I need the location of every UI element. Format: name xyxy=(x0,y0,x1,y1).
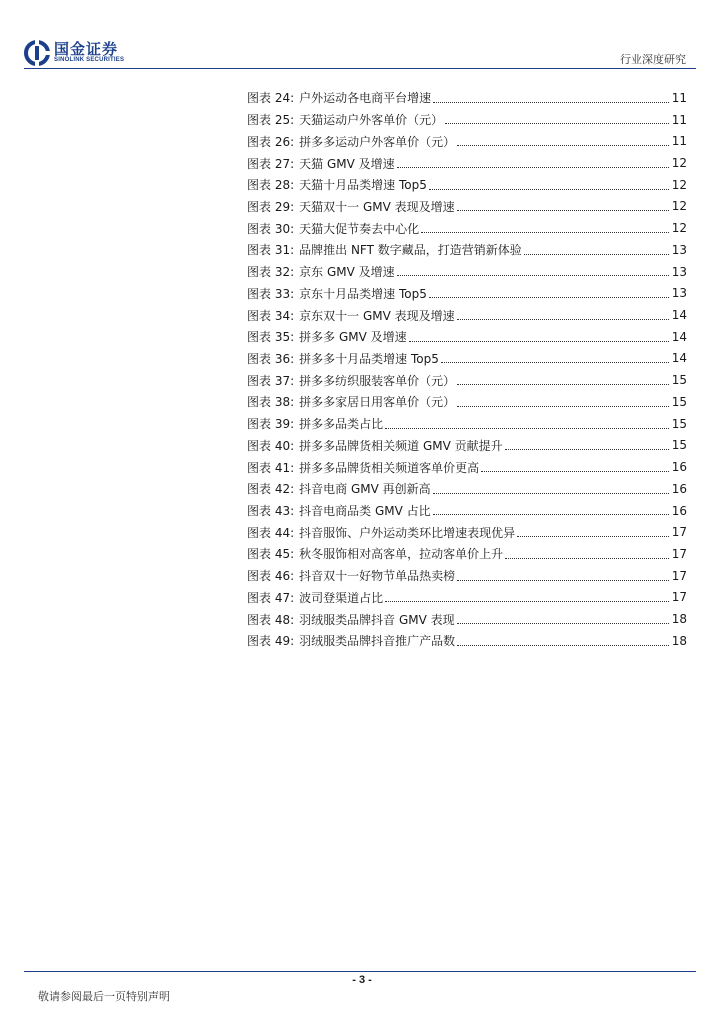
toc-page-number: 14 xyxy=(671,308,687,323)
toc-page-number: 12 xyxy=(671,221,687,236)
toc-figure-label: 图表 46: xyxy=(247,569,295,584)
toc-dot-leader xyxy=(429,287,669,298)
toc-entry[interactable] xyxy=(247,109,687,131)
toc-figure-label: 图表 28: xyxy=(247,178,295,193)
toc-dot-leader xyxy=(433,504,669,515)
toc-entry[interactable] xyxy=(247,435,687,457)
toc-figure-label: 图表 47: xyxy=(247,590,295,605)
toc-figure-title: 拼多多十月品类增速 Top5 xyxy=(299,351,439,366)
toc-dot-leader xyxy=(445,113,669,124)
toc-entry[interactable] xyxy=(247,478,687,500)
toc-entry[interactable] xyxy=(247,152,687,174)
toc-figure-title: 抖音电商 GMV 再创新高 xyxy=(299,482,431,497)
toc-figure-label: 图表 24: xyxy=(247,91,295,106)
toc-figure-label: 图表 44: xyxy=(247,525,295,540)
toc-entry[interactable] xyxy=(247,282,687,304)
toc-figure-title: 天猫双十一 GMV 表现及增速 xyxy=(299,199,455,214)
toc-figure-label: 图表 33: xyxy=(247,286,295,301)
company-logo xyxy=(24,38,134,68)
toc-entry[interactable] xyxy=(247,565,687,587)
toc-figure-label: 图表 36: xyxy=(247,351,295,366)
toc-figure-title: 波司登渠道占比 xyxy=(299,590,384,605)
toc-dot-leader xyxy=(517,526,669,537)
toc-figure-title: 拼多多家居日用客单价（元） xyxy=(299,395,456,410)
toc-page-number: 17 xyxy=(671,568,687,583)
footer-divider xyxy=(24,971,696,972)
toc-page-number: 15 xyxy=(671,394,687,409)
toc-entry[interactable] xyxy=(247,326,687,348)
toc-dot-leader xyxy=(524,244,669,255)
toc-page-number: 17 xyxy=(671,525,687,540)
disclaimer-note: 敬请参阅最后一页特别声明 xyxy=(38,990,170,1003)
toc-dot-leader xyxy=(457,135,669,146)
toc-dot-leader xyxy=(505,548,669,559)
toc-figure-label: 图表 48: xyxy=(247,612,295,627)
toc-dot-leader xyxy=(385,591,669,602)
toc-page-number: 13 xyxy=(671,286,687,301)
toc-figure-label: 图表 30: xyxy=(247,221,295,236)
toc-figure-title: 拼多多品类占比 xyxy=(299,417,384,432)
toc-dot-leader xyxy=(397,157,669,168)
toc-figure-title: 抖音双十一好物节单品热卖榜 xyxy=(299,569,456,584)
toc-figure-title: 羽绒服类品牌抖音 GMV 表现 xyxy=(299,612,455,627)
toc-dot-leader xyxy=(457,396,669,407)
toc-dot-leader xyxy=(457,613,669,624)
toc-figure-title: 拼多多品牌货相关频道客单价更高 xyxy=(299,460,480,475)
toc-entry[interactable] xyxy=(247,239,687,261)
toc-figure-label: 图表 37: xyxy=(247,373,295,388)
toc-figure-title: 拼多多品牌货相关频道 GMV 贡献提升 xyxy=(299,438,503,453)
toc-figure-label: 图表 39: xyxy=(247,417,295,432)
toc-figure-title: 户外运动各电商平台增速 xyxy=(299,91,432,106)
toc-figure-label: 图表 25: xyxy=(247,113,295,128)
toc-figure-title: 拼多多纺织服装客单价（元） xyxy=(299,373,456,388)
toc-entry[interactable] xyxy=(247,608,687,630)
toc-entry[interactable] xyxy=(247,543,687,565)
toc-page-number: 14 xyxy=(671,329,687,344)
logo-chinese-name: 国金证券 xyxy=(54,40,119,58)
toc-entry[interactable] xyxy=(247,391,687,413)
toc-figure-title: 天猫十月品类增速 Top5 xyxy=(299,178,427,193)
toc-page-number: 16 xyxy=(671,481,687,496)
toc-entry[interactable] xyxy=(247,196,687,218)
toc-figure-title: 抖音电商品类 GMV 占比 xyxy=(299,504,431,519)
toc-entry[interactable] xyxy=(247,456,687,478)
toc-page-number: 15 xyxy=(671,416,687,431)
toc-entry[interactable] xyxy=(247,261,687,283)
header-divider xyxy=(24,68,696,69)
toc-page-number: 13 xyxy=(671,242,687,257)
toc-figure-label: 图表 31: xyxy=(247,243,295,258)
toc-figure-title: 羽绒服类品牌抖音推广产品数 xyxy=(299,634,456,649)
toc-figure-label: 图表 26: xyxy=(247,134,295,149)
toc-figure-label: 图表 45: xyxy=(247,547,295,562)
toc-dot-leader xyxy=(397,265,669,276)
toc-page-number: 13 xyxy=(671,264,687,279)
toc-figure-title: 天猫 GMV 及增速 xyxy=(299,156,395,171)
toc-page-number: 11 xyxy=(671,112,687,127)
toc-figure-title: 拼多多运动户外客单价（元） xyxy=(299,134,456,149)
figure-list xyxy=(247,87,687,652)
toc-entry[interactable] xyxy=(247,130,687,152)
toc-dot-leader xyxy=(481,461,669,472)
toc-page-number: 14 xyxy=(671,351,687,366)
toc-figure-title: 品牌推出 NFT 数字藏品，打造营销新体验 xyxy=(299,243,522,258)
toc-figure-label: 图表 29: xyxy=(247,199,295,214)
page-number: - 3 - xyxy=(352,974,372,986)
toc-dot-leader xyxy=(457,635,669,646)
toc-figure-label: 图表 43: xyxy=(247,504,295,519)
toc-figure-title: 天猫运动户外客单价（元） xyxy=(299,113,444,128)
toc-page-number: 11 xyxy=(671,90,687,105)
toc-entry[interactable] xyxy=(247,413,687,435)
toc-dot-leader xyxy=(385,418,669,429)
toc-page-number: 12 xyxy=(671,156,687,171)
toc-page-number: 12 xyxy=(671,177,687,192)
toc-figure-title: 抖音服饰、户外运动类环比增速表现优异 xyxy=(299,525,516,540)
toc-page-number: 18 xyxy=(671,612,687,627)
toc-figure-label: 图表 35: xyxy=(247,330,295,345)
toc-page-number: 15 xyxy=(671,373,687,388)
toc-page-number: 15 xyxy=(671,438,687,453)
sinolink-logo-icon xyxy=(24,40,50,66)
toc-figure-label: 图表 49: xyxy=(247,634,295,649)
toc-page-number: 16 xyxy=(671,503,687,518)
toc-figure-title: 天猫大促节奏去中心化 xyxy=(299,221,420,236)
toc-dot-leader xyxy=(429,179,669,190)
toc-figure-label: 图表 42: xyxy=(247,482,295,497)
toc-entry[interactable] xyxy=(247,369,687,391)
toc-page-number: 18 xyxy=(671,633,687,648)
toc-figure-label: 图表 34: xyxy=(247,308,295,323)
toc-figure-label: 图表 27: xyxy=(247,156,295,171)
toc-figure-title: 秋冬服饰相对高客单，拉动客单价上升 xyxy=(299,547,504,562)
toc-dot-leader xyxy=(457,309,669,320)
toc-entry[interactable] xyxy=(247,587,687,609)
toc-page-number: 11 xyxy=(671,134,687,149)
toc-page-number: 12 xyxy=(671,199,687,214)
toc-dot-leader xyxy=(441,352,669,363)
toc-entry[interactable] xyxy=(247,500,687,522)
toc-entry[interactable] xyxy=(247,304,687,326)
toc-dot-leader xyxy=(457,374,669,385)
toc-page-number: 17 xyxy=(671,590,687,605)
toc-entry[interactable] xyxy=(247,217,687,239)
toc-entry[interactable] xyxy=(247,87,687,109)
page-header xyxy=(0,0,724,72)
toc-dot-leader xyxy=(433,92,669,103)
toc-figure-label: 图表 41: xyxy=(247,460,295,475)
toc-dot-leader xyxy=(457,200,669,211)
toc-dot-leader xyxy=(409,331,669,342)
toc-dot-leader xyxy=(421,222,669,233)
toc-entry[interactable] xyxy=(247,630,687,652)
toc-entry[interactable] xyxy=(247,521,687,543)
toc-page-number: 16 xyxy=(671,460,687,475)
toc-figure-title: 京东 GMV 及增速 xyxy=(299,265,395,280)
logo-english-name: SINOLINK SECURITIES xyxy=(54,57,125,63)
toc-page-number: 17 xyxy=(671,546,687,561)
toc-dot-leader xyxy=(457,570,669,581)
toc-figure-label: 图表 40: xyxy=(247,438,295,453)
toc-figure-title: 京东双十一 GMV 表现及增速 xyxy=(299,308,455,323)
toc-dot-leader xyxy=(505,439,669,450)
toc-dot-leader xyxy=(433,483,669,494)
toc-figure-title: 拼多多 GMV 及增速 xyxy=(299,330,407,345)
toc-entry[interactable] xyxy=(247,174,687,196)
toc-figure-label: 图表 32: xyxy=(247,265,295,280)
toc-figure-label: 图表 38: xyxy=(247,395,295,410)
toc-entry[interactable] xyxy=(247,348,687,370)
report-type-title: 行业深度研究 xyxy=(620,53,686,66)
toc-figure-title: 京东十月品类增速 Top5 xyxy=(299,286,427,301)
